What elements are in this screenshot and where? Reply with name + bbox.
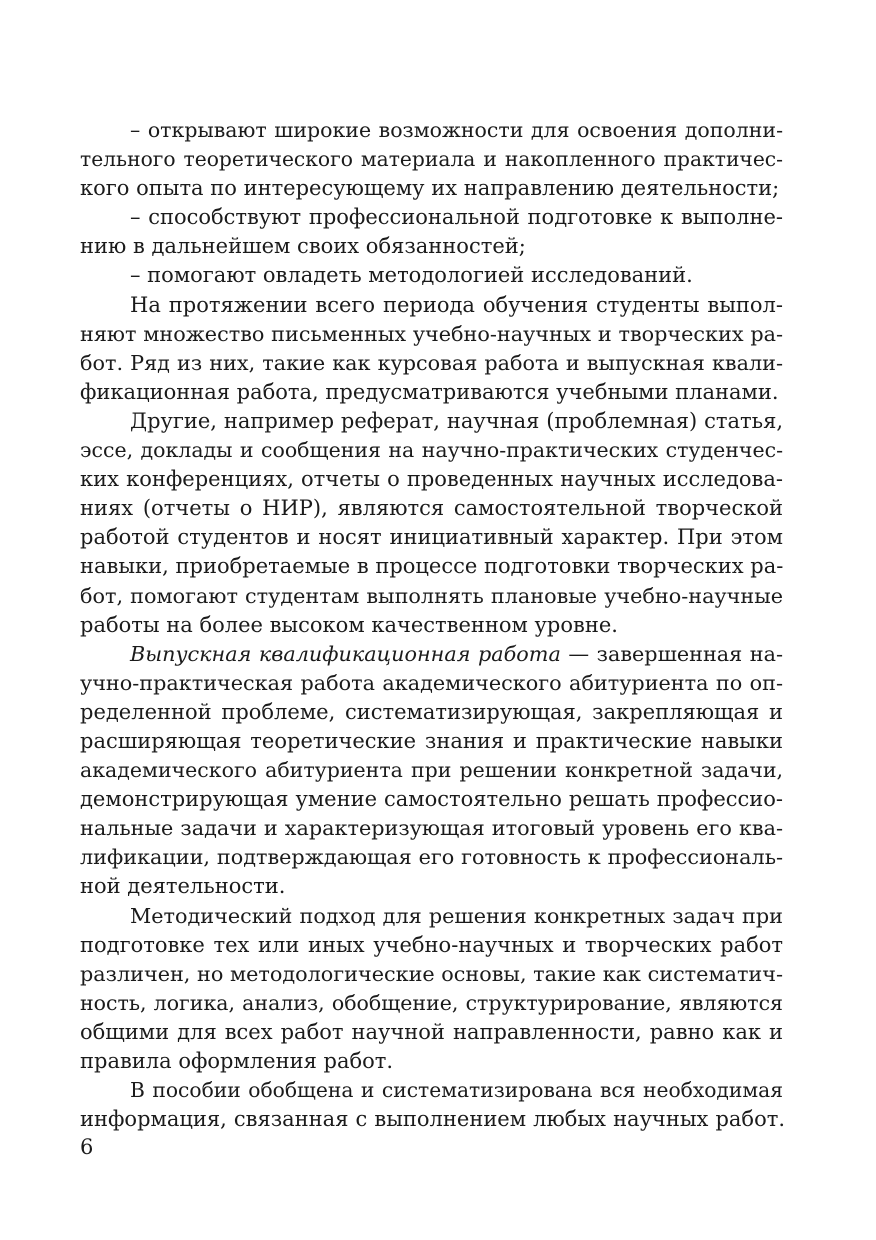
text-line: ниях (отчеты о НИР), являются самостоятельной творческой — [80, 496, 783, 521]
text-line: учно-практическая работа академического абитуриента по оп- — [80, 670, 783, 695]
text-line: работой студентов и носят инициативный характер. При этом — [80, 525, 783, 550]
text-line: академического абитуриента при решении конкретной задачи, — [80, 758, 783, 783]
page-body — [80, 116, 783, 1134]
text-line — [80, 640, 783, 669]
text-line: – помогают овладеть методологией исследований. — [130, 263, 693, 288]
text-line: кого опыта по интересующему их направлению деятельности; — [80, 176, 780, 201]
text-line: В пособии обобщена и систематизирована вся необходимая — [130, 1078, 783, 1103]
term-definition-start: — завершенная на- — [560, 641, 783, 666]
text-line: информация, связанная с выполнением любых научных работ. — [80, 1107, 785, 1132]
text-line: – способствуют профессиональной подготовке к выполне- — [130, 205, 783, 230]
text-line: ной деятельности. — [80, 874, 286, 899]
text-line: ких конференциях, отчеты о проведенных научных исследова- — [80, 467, 783, 492]
text-line: Методический подход для решения конкретных задач при — [130, 903, 783, 928]
text-line: демонстрирующая умение самостоятельно решать профессио- — [80, 787, 783, 812]
text-line: фикационная работа, предусматриваются учебными планами. — [80, 379, 779, 404]
text-line: тельного теоретического материала и накопленного практичес- — [80, 147, 783, 172]
text-line: – открывают широкие возможности для освоения дополни- — [130, 118, 783, 142]
text-line: различен, но методологические основы, такие как систематич- — [80, 961, 783, 986]
text-line: лификации, подтверждающая его готовность к профессиональ- — [80, 845, 783, 870]
text-line: бот, помогают студентам выполнять плановые учебно-научные — [80, 583, 783, 608]
text-line: расширяющая теоретические знания и практические навыки — [80, 728, 783, 753]
text-line: няют множество письменных учебно-научных и творческих ра- — [80, 321, 783, 346]
text-line: ределенной проблеме, систематизирующая, закрепляющая и — [80, 699, 783, 724]
text-line: правила оформления работ. — [80, 1049, 394, 1073]
text-line: работы на более высоком качественном уровне. — [80, 612, 618, 637]
text-line: навыки, приобретаемые в процессе подготовки творческих ра- — [80, 554, 783, 579]
text-line: подготовке тех или иных учебно-научных и творческих работ — [80, 932, 783, 957]
text-line: нальные задачи и характеризующая итоговый уровень его ква- — [80, 816, 783, 841]
text-line: бот. Ряд из них, такие как курсовая работа и выпускная квали- — [80, 350, 783, 375]
text-line: эссе, доклады и сообщения на научно-практических студенчес- — [80, 438, 783, 463]
text-line: общими для всех работ научной направленности, равно как и — [80, 1019, 783, 1044]
text-line: На протяжении всего периода обучения студенты выпол- — [130, 292, 783, 317]
page-number: 6 — [80, 1135, 94, 1159]
text-line: нию в дальнейшем своих обязанностей; — [80, 234, 526, 259]
term-italic: Выпускная квалификационная работа — [130, 641, 561, 666]
text-line: ность, логика, анализ, обобщение, структурирование, являются — [80, 990, 783, 1015]
text-line: Другие, например реферат, научная (проблемная) статья, — [130, 408, 783, 433]
